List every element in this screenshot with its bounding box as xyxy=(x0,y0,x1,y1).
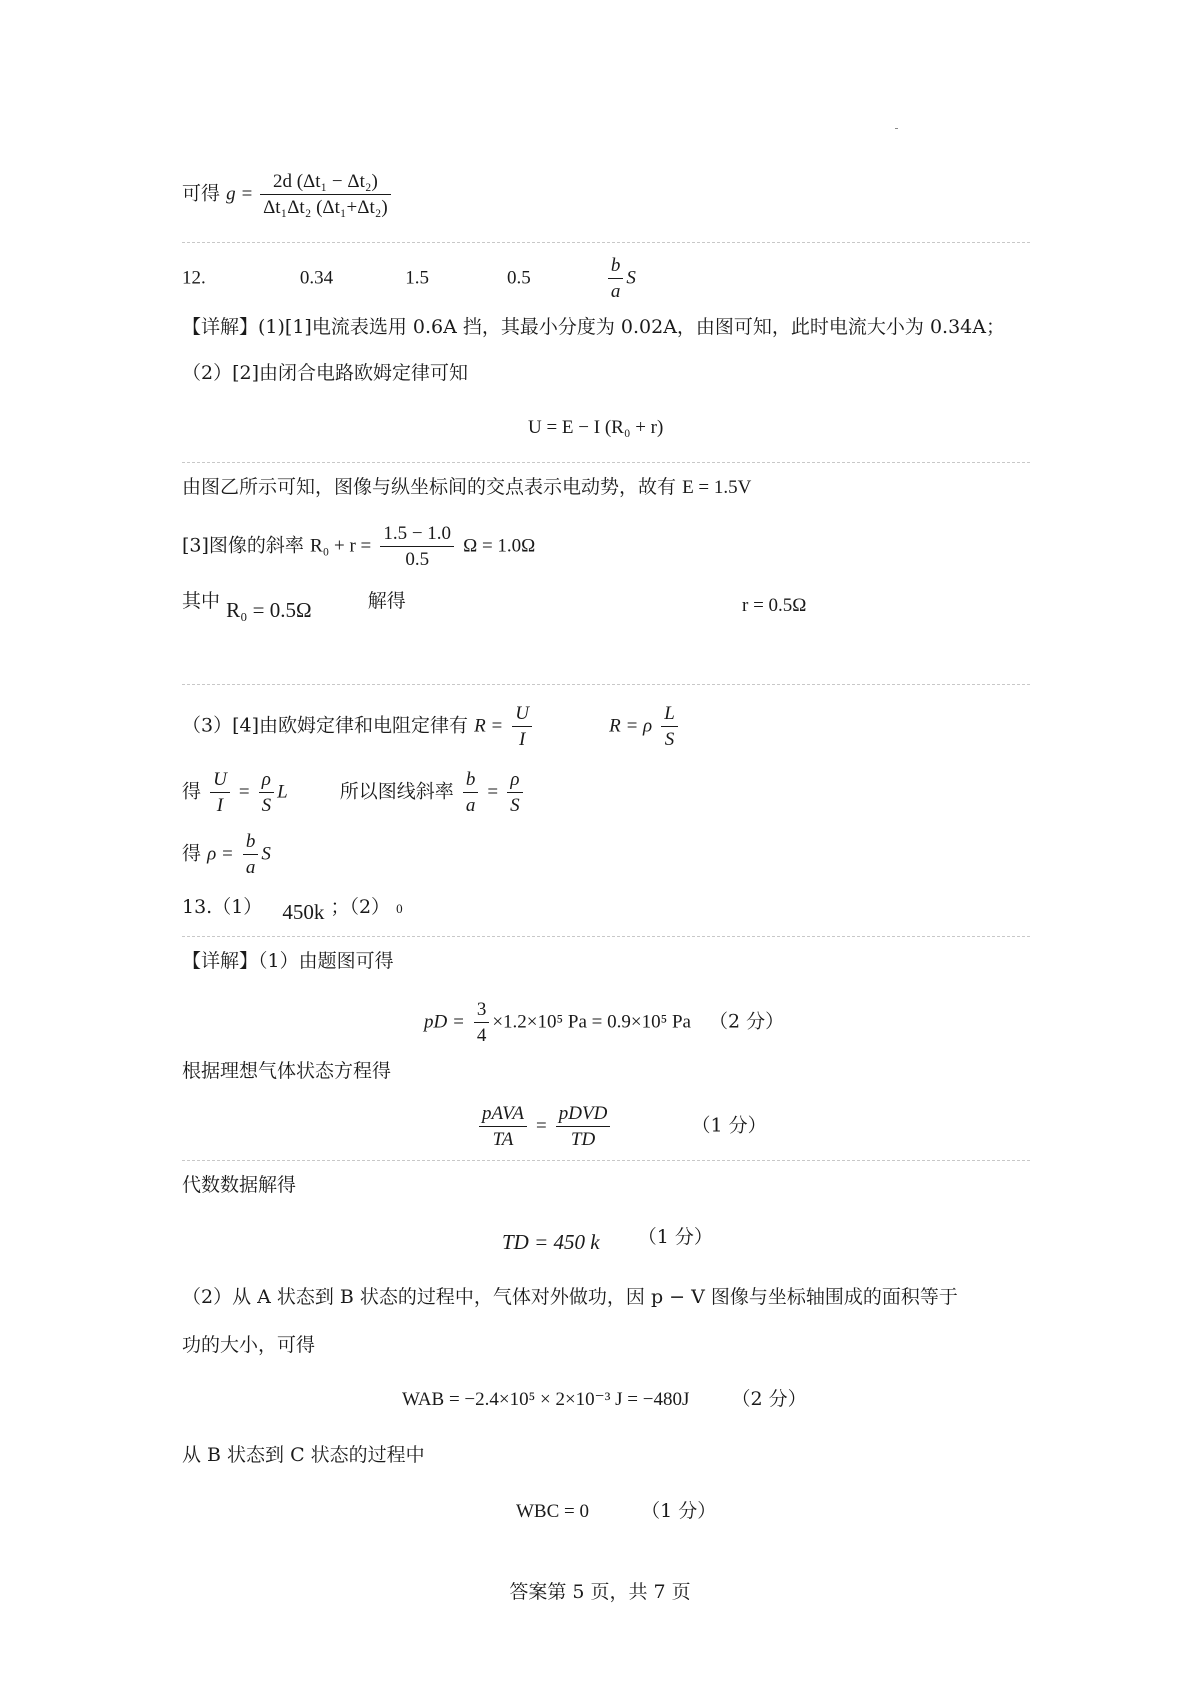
q13-detail-2-line1: （2）从 A 状态到 B 状态的过程中，气体对外做功，因 p − V 图像与坐标轴围成的面积等于 xyxy=(182,1286,958,1308)
q12-detail-3-intro: （3）[4]由欧姆定律和电阻定律有 xyxy=(182,714,469,737)
page-footer: 答案第 5 页，共 7 页 xyxy=(509,1581,691,1603)
resistivity-fraction: $\frac{L}{S}$ xyxy=(661,704,678,749)
rho-line: 得 ρ = $\frac{b}{a}$ S xyxy=(182,831,271,878)
slope-prefix: [3]图像的斜率 xyxy=(182,534,304,557)
eq-td: TD = 450 k （1 分） xyxy=(502,1226,713,1254)
g-formula-line: 可得 g = $\frac{\text{2d (Δt₁ − Δt₂)}}{\text{Δt₁Δt₂ (Δt₁+Δt₂)}}$ xyxy=(182,172,394,217)
q13-answer-2: 0 xyxy=(396,901,403,916)
g-symbol: g xyxy=(226,183,236,205)
q12-number: 12. xyxy=(182,267,206,289)
q13-header: 13.（1） 450k ；（2） 0 xyxy=(182,896,403,924)
eq-td-score: （1 分） xyxy=(637,1226,713,1248)
gas-law-text: 根据理想气体状态方程得 xyxy=(182,1060,392,1082)
emf-value: E = 1.5V xyxy=(682,477,752,498)
q12-detail-3-line: （3）[4]由欧姆定律和电阻定律有 R = $\frac{U}{I}$ R = ρ $\frac{L}{S}$ xyxy=(182,704,681,749)
divider xyxy=(182,684,1030,685)
derive-line: 得 $\frac{U}{I}$ = $\frac{\rho}{S}$ L 所以图线斜率 $\frac{b}{a}$ = $\frac{\rho}{S}$ xyxy=(182,770,526,815)
bc-text: 从 B 状态到 C 状态的过程中 xyxy=(182,1444,425,1466)
q12-answer-line: 12. 0.34 1.5 0.5 $\frac{b}{a}$ S xyxy=(182,255,636,302)
q12-detail-2-intro: （2）[2]由闭合电路欧姆定律可知 xyxy=(182,362,469,384)
g-denominator: Δt₁Δt₂ (Δt₁+Δt₂) xyxy=(263,197,388,218)
slope-fraction: $\frac{1.5 - 1.0}{0.5}$ xyxy=(380,524,454,569)
eq-wab: WAB = −2.4×10⁵ × 2×10⁻³ J = −480J （2 分） xyxy=(402,1388,807,1410)
q12-answer-2: 1.5 xyxy=(405,267,429,289)
r0-prefix: 其中 xyxy=(182,590,221,612)
slope-text: 所以图线斜率 xyxy=(339,780,454,803)
r0-value: R₀ = 0.5Ω xyxy=(226,598,312,622)
divider xyxy=(182,242,1030,243)
ohm-fraction: $\frac{U}{I}$ xyxy=(512,704,532,749)
eq-pd-score: （2 分） xyxy=(709,1010,785,1033)
divider xyxy=(182,936,1030,937)
eq-wab-score: （2 分） xyxy=(731,1388,807,1410)
q13-detail-1: 【详解】（1）由题图可得 xyxy=(182,950,394,972)
r0-line xyxy=(182,590,406,622)
eq-u: U = E − I (R₀ + r) xyxy=(528,417,664,438)
g-fraction xyxy=(260,172,391,217)
eq-pd: pD = $\frac{3}{4}$ ×1.2×10⁵ Pa = 0.9×10⁵ Pa （2 分） xyxy=(424,999,785,1046)
eq-wbc: WBC = 0 （1 分） xyxy=(516,1500,717,1522)
q12-answer-3: 0.5 xyxy=(507,267,531,289)
q12-answer-4-fraction: $\frac{b}{a}$ xyxy=(608,256,624,301)
g-numerator: 2d (Δt₁ − Δt₂) xyxy=(260,172,391,195)
q13-answer-1: 450k xyxy=(282,900,325,924)
eq-wbc-score: （1 分） xyxy=(641,1500,717,1522)
r-value: r = 0.5Ω xyxy=(742,595,807,616)
eq-gas: $\frac{\text{pAVA}}{TA}$ = $\frac{\text{pDVD}}{TD}$ （1 分） xyxy=(476,1104,767,1149)
q12-detail-2-result: 由图乙所示可知，图像与纵坐标间的交点表示电动势，故有 E = 1.5V xyxy=(182,476,752,498)
g-formula-prefix: 可得 xyxy=(182,182,221,205)
q12-answer-1: 0.34 xyxy=(299,267,334,289)
eq-gas-score: （1 分） xyxy=(691,1114,767,1137)
divider xyxy=(182,1160,1030,1161)
divider xyxy=(182,462,1030,463)
q13-detail-2-line2: 功的大小，可得 xyxy=(182,1334,316,1356)
substitute-text: 代数数据解得 xyxy=(182,1174,297,1196)
scan-mark xyxy=(895,128,898,129)
solve-label: 解得 xyxy=(367,590,406,612)
q12-detail-1: 【详解】(1)[1]电流表选用 0.6A 挡，其最小分度为 0.02A，由图可知，此时电流大小为 0.34A； xyxy=(182,316,1005,338)
slope-line: [3]图像的斜率 R₀ + r = $\frac{1.5 - 1.0}{0.5}$ Ω = 1.0Ω xyxy=(182,523,536,570)
